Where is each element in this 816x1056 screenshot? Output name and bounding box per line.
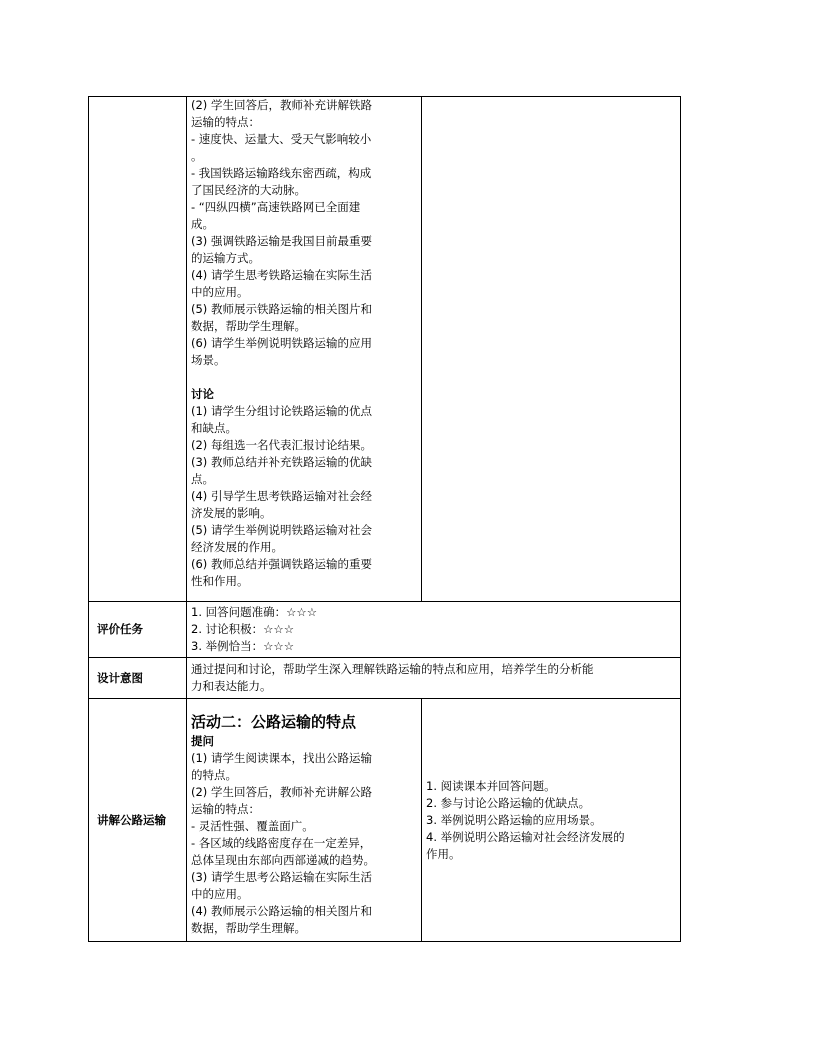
text-line: (4) 请学生思考铁路运输在实际生活 — [191, 268, 372, 282]
highway-row — [89, 699, 681, 942]
student-activity-item: 2. 参与讨论公路运输的优缺点。 — [426, 795, 591, 810]
text-line: - 灵活性强、覆盖面广。 — [191, 819, 314, 833]
text-line: (1) 请学生分组讨论铁路运输的优点 — [191, 404, 372, 418]
blank-line — [191, 369, 417, 386]
text-line: 运输的特点： — [191, 802, 260, 816]
text-line: (1) 请学生阅读课本，找出公路运输 — [191, 751, 372, 765]
text-line: - 速度快、运量大、受天气影响较小 — [191, 132, 372, 146]
student-activity-item: 3. 举例说明公路运输的应用场景。 — [426, 812, 602, 827]
evaluation-item: 3. 举例恰当：☆☆☆ — [191, 639, 295, 653]
lesson-plan-table — [88, 96, 681, 942]
text-line: 力和表达能力。 — [191, 679, 272, 693]
text-line: (5) 请学生举例说明铁路运输对社会 — [191, 523, 372, 537]
text-line: 场景。 — [191, 353, 226, 367]
text-line: 了国民经济的大动脉。 — [191, 183, 306, 197]
text-line: (6) 教师总结并强调铁路运输的重要 — [191, 557, 372, 571]
text-line: 成。 — [191, 217, 214, 231]
text-line: 运输的特点： — [191, 115, 260, 129]
text-line: - “四纵四横”高速铁路网已全面建 — [191, 200, 361, 214]
student-activity-item: 作用。 — [426, 846, 461, 861]
text-line: 数据，帮助学生理解。 — [191, 319, 306, 333]
design-row — [89, 658, 681, 699]
text-line: 中的应用。 — [191, 887, 249, 901]
text-line: (2) 学生回答后，教师补充讲解公路 — [191, 785, 372, 799]
ask-heading: 提问 — [191, 734, 214, 748]
text-line: 总体呈现由东部向西部递减的趋势。 — [191, 853, 375, 867]
evaluation-item: 2. 讨论积极：☆☆☆ — [191, 622, 295, 636]
railway-label-cell — [89, 97, 187, 602]
text-line: (4) 引导学生思考铁路运输对社会经 — [191, 489, 372, 503]
text-line: (2) 每组选一名代表汇报讨论结果。 — [191, 438, 372, 452]
text-line: 经济发展的作用。 — [191, 540, 283, 554]
activity-title: 活动二：公路运输的特点 — [191, 713, 357, 731]
text-line: (2) 学生回答后，教师补充讲解铁路 — [191, 98, 372, 112]
text-line: 的运输方式。 — [191, 251, 260, 265]
student-activity-item: 4. 举例说明公路运输对社会经济发展的 — [426, 829, 625, 844]
text-line: 济发展的影响。 — [191, 506, 272, 520]
text-line: (4) 教师展示公路运输的相关图片和 — [191, 904, 372, 918]
evaluation-item: 1. 回答问题准确：☆☆☆ — [191, 605, 318, 619]
text-line: - 各区域的线路密度存在一定差异， — [191, 836, 372, 850]
evaluation-row — [89, 602, 681, 658]
text-line: (3) 强调铁路运输是我国目前最重要 — [191, 234, 372, 248]
design-content — [187, 658, 681, 699]
railway-student-cell — [422, 97, 681, 602]
design-label: 设计意图 — [89, 658, 187, 699]
text-line: - 我国铁路运输路线东密西疏，构成 — [191, 166, 372, 180]
text-line: 。 — [191, 149, 203, 163]
text-line: (6) 请学生举例说明铁路运输的应用 — [191, 336, 372, 350]
highway-label: 讲解公路运输 — [89, 699, 187, 942]
text-line: (3) 教师总结并补充铁路运输的优缺 — [191, 455, 372, 469]
evaluation-content — [187, 602, 681, 658]
highway-teacher-cell — [187, 699, 422, 942]
text-line: 中的应用。 — [191, 285, 249, 299]
text-line: 性和作用。 — [191, 574, 249, 588]
evaluation-label: 评价任务 — [89, 602, 187, 658]
text-line: (3) 请学生思考公路运输在实际生活 — [191, 870, 372, 884]
text-line: 的特点。 — [191, 768, 237, 782]
railway-row — [89, 97, 681, 602]
text-line: 和缺点。 — [191, 421, 237, 435]
text-line: 数据，帮助学生理解。 — [191, 921, 306, 935]
text-line: 点。 — [191, 472, 214, 486]
highway-student-cell — [422, 699, 681, 942]
student-activity-item: 1. 阅读课本并回答问题。 — [426, 778, 556, 793]
discuss-heading: 讨论 — [191, 387, 214, 401]
text-line: (5) 教师展示铁路运输的相关图片和 — [191, 302, 372, 316]
railway-teacher-cell — [187, 97, 422, 602]
text-line: 通过提问和讨论，帮助学生深入理解铁路运输的特点和应用，培养学生的分析能 — [191, 662, 594, 676]
